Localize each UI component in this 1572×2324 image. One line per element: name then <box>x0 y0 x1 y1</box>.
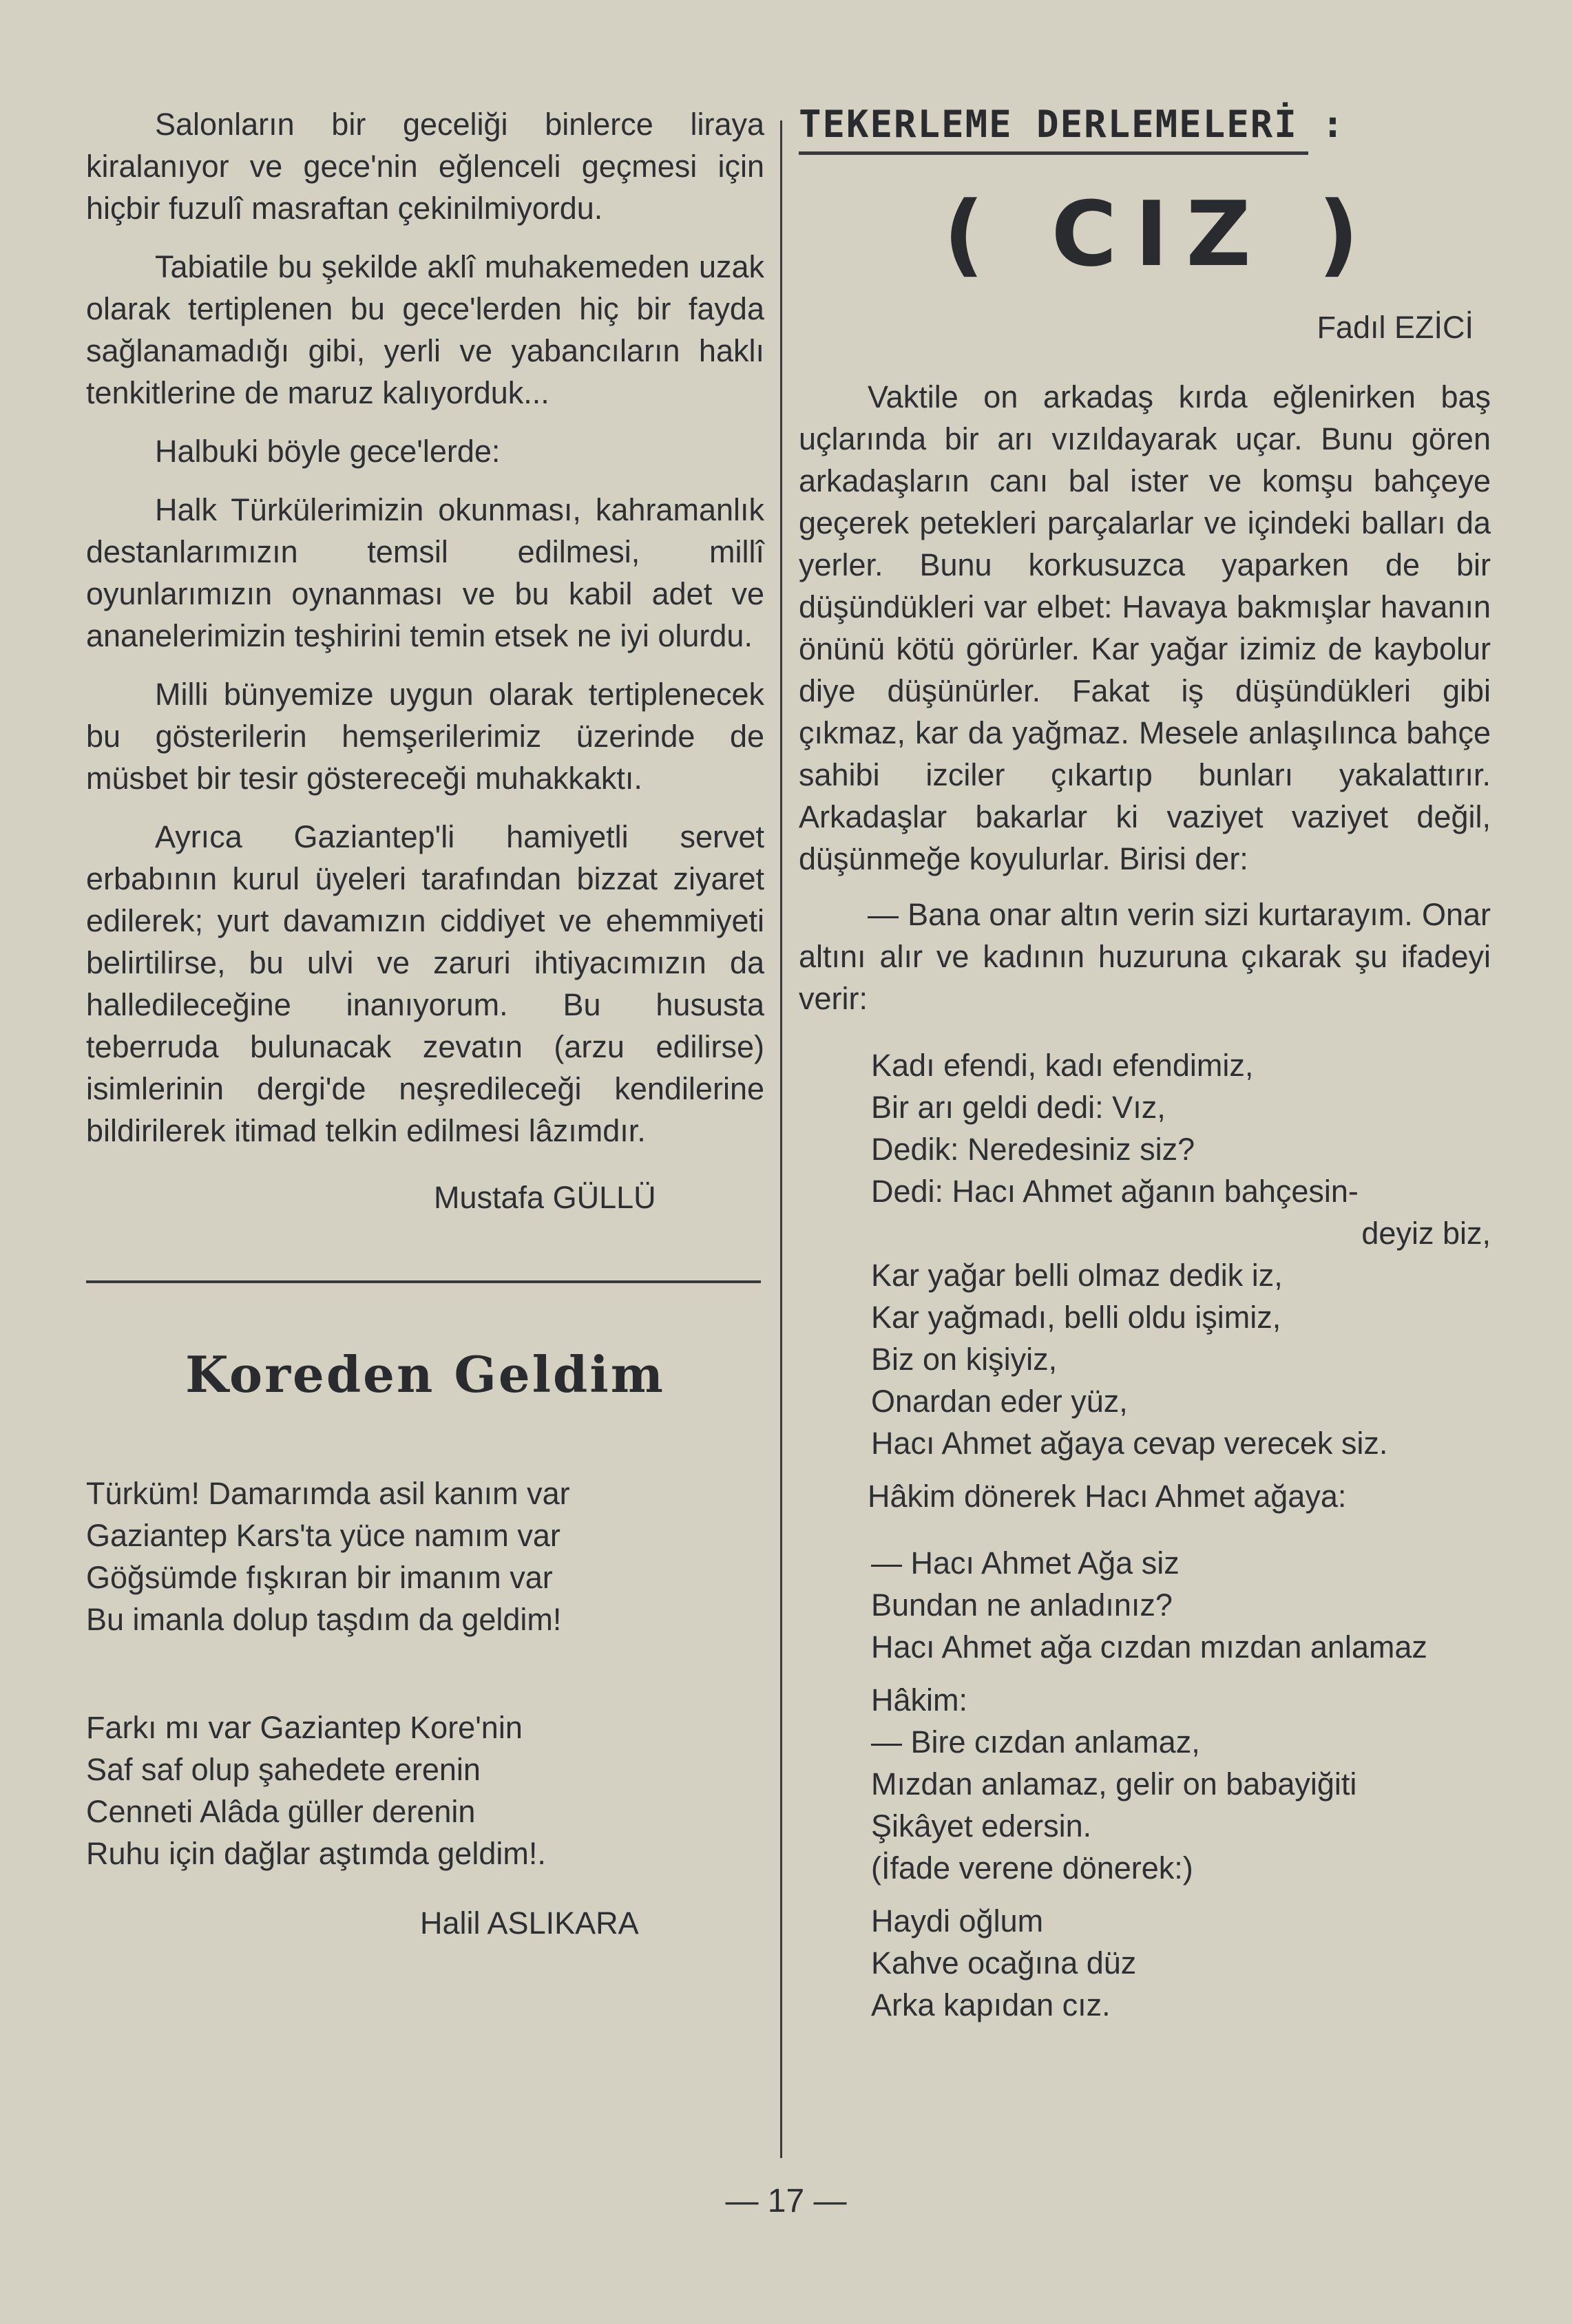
verse-line: Dedik: Neredesiniz siz? <box>871 1132 1195 1167</box>
verse-line: Kar yağar belli olmaz dedik iz, <box>871 1258 1283 1293</box>
poem-line: Ruhu için dağlar aştımda geldim!. <box>86 1836 546 1871</box>
verse-line: Biz on kişiyiz, <box>871 1342 1058 1377</box>
paragraph: Halbuki böyle gece'lerde: <box>155 434 501 469</box>
poem-stanza-1 <box>86 1472 764 1640</box>
poem-line: Farkı mı var Gaziantep Kore'nin <box>86 1710 523 1745</box>
column-divider <box>780 120 782 2158</box>
poem-line: Cenneti Alâda güller derenin <box>86 1794 476 1829</box>
verse-line: Arka kapıdan cız. <box>871 1987 1111 2022</box>
poem-line: Göğsümde fışkıran bir imanım var <box>86 1560 553 1595</box>
verse-line: Kahve ocağına düz <box>871 1945 1137 1980</box>
verse-block-3 <box>799 1679 1491 1889</box>
poem-line: Saf saf olup şahedete erenin <box>86 1752 481 1787</box>
verse-line: Hâkim: <box>871 1682 968 1718</box>
paragraph: Halk Türkülerimizin okunması, kahramanlık destanlarımızın temsil edilmesi, millî oyunlarımızın oynanması ve bu kabil adet ve ananelerimizin teşhirini temin etsek ne iyi olurdu. <box>86 492 764 653</box>
left-column <box>86 103 764 1944</box>
poem-stanza-2 <box>86 1707 764 1874</box>
verse-line: Dedi: Hacı Ahmet ağanın bahçesin- <box>871 1174 1359 1209</box>
verse-block-4 <box>799 1900 1491 2026</box>
verse-line: Haydi oğlum <box>871 1903 1044 1939</box>
verse-line: Kadı efendi, kadı efendimiz, <box>871 1048 1254 1083</box>
poem-title: Koreden Geldim <box>185 1345 665 1404</box>
story-title: ( CIZ ) <box>943 182 1377 286</box>
paragraph: Milli bünyemize uygun olarak tertiplenecek bu gösterilerin hemşerilerimiz üzerinde de müsbet bir tesir göstereceği muhakkaktı. <box>86 677 764 796</box>
verse-block-2 <box>799 1542 1491 1668</box>
section-divider <box>86 1280 761 1283</box>
verse-line: Bir arı geldi dedi: Vız, <box>871 1090 1166 1125</box>
story-author: Fadıl EZİCİ <box>1317 310 1474 345</box>
series-title-underline <box>799 151 1308 155</box>
verse-line: (İfade verene dönerek:) <box>871 1850 1193 1885</box>
hakim-line: Hâkim dönerek Hacı Ahmet ağaya: <box>868 1479 1347 1514</box>
verse-line: — Bire cızdan anlamaz, <box>871 1724 1200 1760</box>
verse-block-1 <box>799 1044 1491 1464</box>
paragraph: Tabiatile bu şekilde aklî muhakemeden uzak olarak tertiplenen bu gece'lerden hiç bir fayda sağlanamadığı gibi, yerli ve yabancıların haklı tenkitlerine de maruz kalıyorduk... <box>86 249 764 410</box>
article-signature: Mustafa GÜLLÜ <box>434 1180 656 1215</box>
verse-line: — Hacı Ahmet Ağa siz <box>871 1545 1180 1581</box>
poem-line: Türküm! Damarımda asil kanım var <box>86 1476 570 1511</box>
page-number: — 17 — <box>725 2183 847 2219</box>
series-title: TEKERLEME DERLEMELERİ : <box>799 103 1345 146</box>
verse-line: Bundan ne anladınız? <box>871 1587 1173 1623</box>
verse-line: deyiz biz, <box>1361 1216 1491 1251</box>
verse-line: Onardan eder yüz, <box>871 1384 1128 1419</box>
verse-line: Şikâyet edersin. <box>871 1808 1092 1844</box>
poem-line: Bu imanla dolup taşdım da geldim! <box>86 1602 562 1637</box>
paragraph: Ayrıca Gaziantep'li hamiyetli servet erbabının kurul üyeleri tarafından bizzat ziyaret edilerek; yurt davamızın ciddiyet ve ehemmiyeti belirtilirse, bu ulvi ve zaruri ihtiyacımızın da halledileceğine inanıyorum. Bu hususta tebеrruda bulunacak zevatın (arzu edilirse) isimlerinin dergi'de neşredileceği kendilerine bildirilerek itimad telkin edilmesi lâzımdır. <box>86 819 764 1148</box>
verse-line: Kar yağmadı, belli oldu işimiz, <box>871 1300 1281 1335</box>
paragraph: Salonların bir geceliği binlerce liraya kiralanıyor ve gece'nin eğlenceli geçmesi için hiçbir fuzulî masraftan çekinilmiyordu. <box>86 107 764 226</box>
story-intro: Vaktile on arkadaş kırda eğlenirken baş uçlarında bir arı vızıldayarak uçar. Bunu gören arkadaşların canı bal ister ve komşu bahçeye geçerek petekleri parçalarlar ve içindeki balları da yerler. Bunu korkusuzca yaparken de bir düşündükleri var elbet: Havaya bakmışlar havanın önünü kötü görürler. Kar yağar izimiz de kaybolur diye düşünürler. Fakat iş düşündükleri gibi çıkmaz, kar da yağmaz. Mesele anlaşılınca bahçe sahibi izciler çıkartıp bunları yakalattırır. Arkadaşlar bakarlar ki vaziyet vaziyet değil, düşünmeğe koyulurlar. Birisi der: <box>799 379 1491 876</box>
verse-line: Hacı Ahmet ağa cızdan mızdan anlamaz <box>871 1629 1427 1665</box>
story-dialog: — Bana onar altın verin sizi kurtarayım. Onar altını alır ve kadının huzuruna çıkarak şu ifadeyi verir: <box>799 897 1491 1016</box>
verse-line: Mızdan anlamaz, gelir on babayiğiti <box>871 1766 1357 1802</box>
verse-line: Hacı Ahmet ağaya cevap verecek siz. <box>871 1426 1388 1461</box>
poem-line: Gaziantep Kars'ta yüce namım var <box>86 1518 560 1553</box>
poem-author: Halil ASLIKARA <box>420 1905 639 1941</box>
right-column <box>799 103 1491 2026</box>
